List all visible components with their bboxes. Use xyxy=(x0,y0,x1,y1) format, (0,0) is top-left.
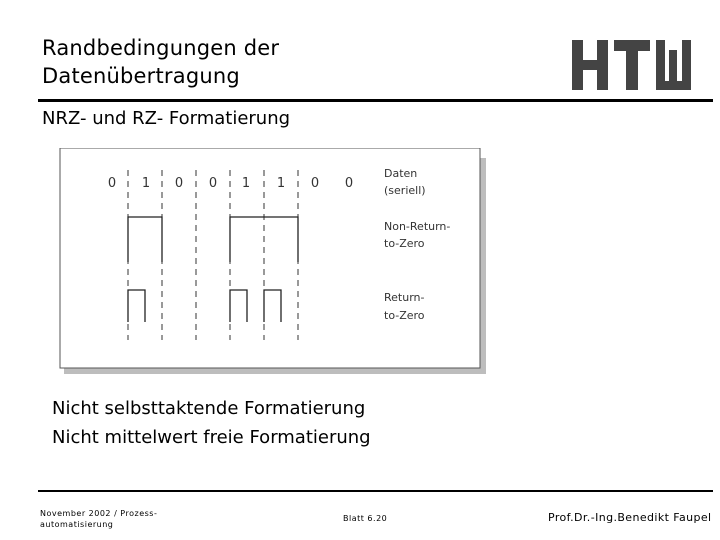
label-data-2: (seriell) xyxy=(384,184,426,197)
bit-label-8: 0 xyxy=(344,176,354,191)
footer-left-line-1: November 2002 / Prozess- xyxy=(40,509,158,518)
header-divider xyxy=(38,99,713,102)
bullet-item: Nicht mittelwert freie Formatierung xyxy=(52,427,371,448)
bit-label-2: 1 xyxy=(141,176,151,191)
footer-date-course xyxy=(40,508,157,530)
bullet-list xyxy=(52,394,371,452)
label-data-1: Daten xyxy=(384,167,418,180)
bit-label-6: 1 xyxy=(276,176,286,191)
bit-label-1: 0 xyxy=(107,176,117,191)
slide-subtitle: NRZ- und RZ- Formatierung xyxy=(42,108,291,129)
htw-logo xyxy=(572,40,692,90)
footer-divider xyxy=(38,490,713,492)
bit-label-4: 0 xyxy=(208,176,218,191)
label-nrz-1: Non-Return- xyxy=(384,220,451,233)
bullet-item: Nicht selbsttaktende Formatierung xyxy=(52,398,366,419)
footer-left-line-2: automatisierung xyxy=(40,520,114,529)
slide-title-line-1: Randbedingungen der xyxy=(42,36,280,60)
label-nrz-2: to-Zero xyxy=(384,237,425,250)
diagram-frame xyxy=(60,148,480,368)
bit-label-5: 1 xyxy=(241,176,251,191)
slide-title-line-2: Datenübertragung xyxy=(42,64,240,88)
bit-label-3: 0 xyxy=(174,176,184,191)
bit-label-7: 0 xyxy=(310,176,320,191)
label-rz-1: Return- xyxy=(384,291,425,304)
footer-page-number: Blatt 6.20 xyxy=(343,514,388,523)
label-rz-2: to-Zero xyxy=(384,309,425,322)
footer-author: Prof.Dr.-Ing.Benedikt Faupel xyxy=(548,511,712,524)
nrz-rz-diagram xyxy=(52,144,488,376)
slide-title xyxy=(42,34,279,90)
